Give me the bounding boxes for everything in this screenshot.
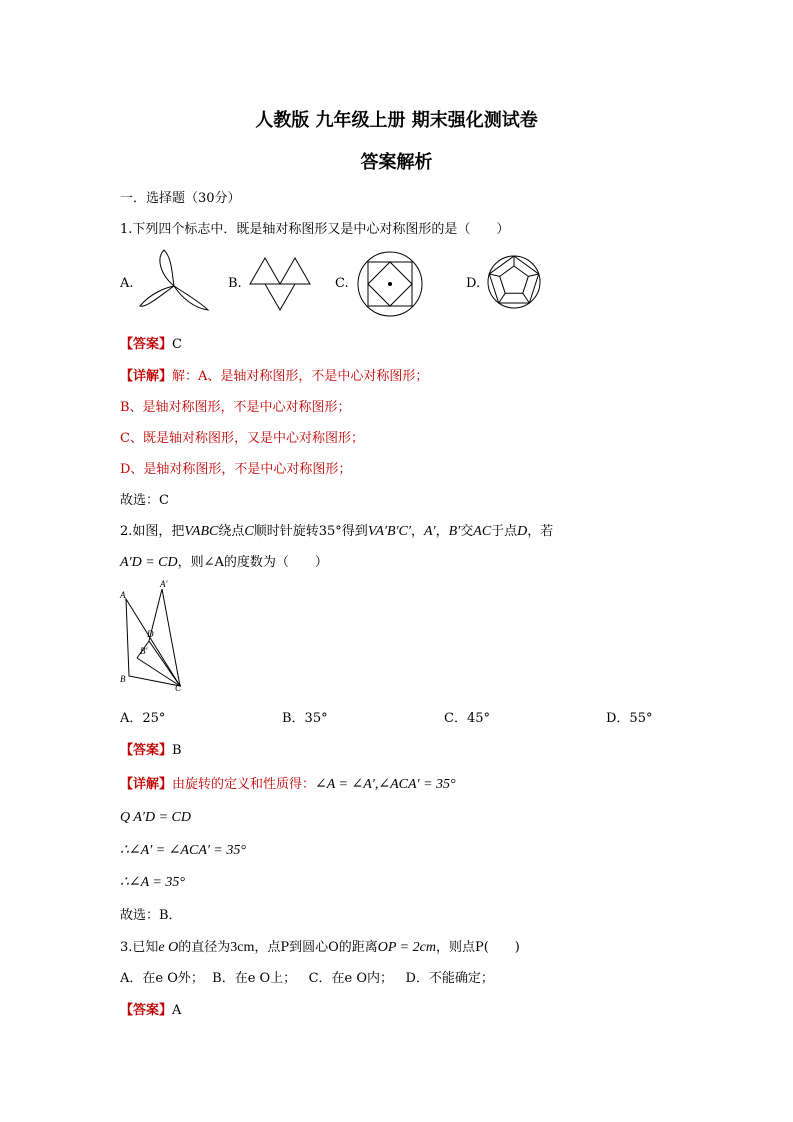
q3-stem-d: ，则点P( ) bbox=[435, 940, 520, 955]
q3-stem-b: 的直径为 bbox=[178, 940, 231, 955]
q2-answer bbox=[120, 739, 182, 758]
q1-option-a-label: A. bbox=[120, 276, 134, 291]
q2-stem-prefix: 2.如图，把 bbox=[120, 524, 185, 539]
q1-option-c-figure bbox=[356, 250, 424, 318]
q1-stem: 1.下列四个标志中．既是轴对称图形又是中心对称图形的是（ ） bbox=[120, 222, 510, 237]
q2-stem-d: D bbox=[517, 524, 528, 539]
q3-circle-o: e O bbox=[158, 940, 179, 955]
q3-option-d: D．不能确定； bbox=[405, 971, 494, 986]
q2-stem-mid1: 绕点 bbox=[218, 524, 245, 539]
section-heading: 一．选择题（30分） bbox=[120, 191, 241, 206]
q1-detail-line-1 bbox=[120, 365, 428, 384]
q2-conclusion: 故选：B． bbox=[120, 908, 182, 923]
q2-stem-a1: A′ bbox=[423, 524, 436, 539]
q2-option-b: B．35° bbox=[282, 711, 328, 726]
q2-detail-math: ∠A = ∠A′,∠ACA′ = 35° bbox=[315, 777, 456, 792]
q1-option-b-label: B. bbox=[228, 276, 242, 291]
q2-label-a-prime: A′ bbox=[160, 579, 168, 589]
q2-label-a: A bbox=[120, 590, 126, 600]
q1-option-b-figure bbox=[248, 256, 314, 312]
q1-answer bbox=[120, 333, 182, 352]
q1-option-d-figure bbox=[486, 254, 542, 310]
q2-stem-mid5: 交 bbox=[460, 524, 474, 539]
q3-option-b: B．在e O上； bbox=[212, 971, 297, 986]
q2-stem-b1: B′ bbox=[448, 524, 461, 539]
q2-stem-mid3: 得到 bbox=[341, 524, 368, 539]
q2-label-c: C bbox=[175, 683, 182, 693]
q3-option-c: C．在e O内； bbox=[308, 971, 394, 986]
q3-stem-c: ，点P到圆心O的距离 bbox=[254, 940, 378, 955]
q1-detail-line-3: C、既是轴对称图形，又是中心对称图形； bbox=[120, 431, 364, 446]
q2-figure bbox=[116, 578, 196, 694]
q3-answer-value: A bbox=[172, 1003, 182, 1018]
q2-option-c: C．45° bbox=[444, 711, 490, 726]
q2-triangle-a1b1c1: VA′B′C′ bbox=[367, 524, 411, 539]
q2-condition: A′D = CD bbox=[120, 555, 178, 570]
q3-stem-a: 3.已知 bbox=[120, 940, 159, 955]
q2-step-3: ∴∠A = 35° bbox=[120, 875, 185, 890]
q2-label-b: B bbox=[120, 674, 126, 684]
q3-op: OP = 2cm bbox=[377, 940, 436, 955]
q1-option-c-label: C. bbox=[335, 276, 349, 291]
q2-stem-mid6: 于点 bbox=[491, 524, 518, 539]
q3-stem bbox=[120, 936, 520, 956]
q3-answer-tag: 【答案】 bbox=[120, 1003, 173, 1018]
q1-answer-tag: 【答案】 bbox=[120, 337, 173, 352]
q1-answer-value: C bbox=[172, 337, 182, 352]
q3-diameter: 3cm bbox=[230, 940, 255, 955]
q1-detail-tag: 【详解】 bbox=[120, 369, 173, 384]
document-title: 人教版 九年级上册 期末强化测试卷 bbox=[255, 110, 538, 131]
q3-options bbox=[120, 967, 494, 986]
q1-detail-text-1: 解：A、是轴对称图形，不是中心对称图形； bbox=[172, 369, 429, 384]
q2-answer-value: B bbox=[172, 743, 182, 758]
q2-stem-mid4: ， bbox=[410, 524, 424, 539]
q1-option-d-label: D. bbox=[466, 276, 481, 291]
q3-option-a: A．在e O外； bbox=[120, 971, 204, 986]
q2-stem-comma: ， bbox=[435, 524, 449, 539]
q2-option-d: D．55° bbox=[606, 711, 653, 726]
q2-answer-tag: 【答案】 bbox=[120, 743, 173, 758]
q2-detail-tag: 【详解】 bbox=[120, 777, 173, 792]
q1-detail-line-4: D、是轴对称图形，不是中心对称图形； bbox=[120, 462, 352, 477]
q1-detail-line-2: B、是轴对称图形，不是中心对称图形； bbox=[120, 400, 351, 415]
q2-stem-end: ，则∠A的度数为（ ） bbox=[177, 555, 328, 570]
q2-stem-line-2 bbox=[120, 551, 328, 571]
q2-step-1: Q A′D = CD bbox=[120, 810, 191, 825]
q2-angle: 35° bbox=[318, 524, 342, 539]
q2-step-2: ∴∠A′ = ∠ACA′ = 35° bbox=[120, 843, 246, 858]
q2-label-d: D bbox=[147, 629, 154, 639]
q2-stem-line-1 bbox=[120, 520, 553, 540]
q2-option-a: A．25° bbox=[120, 711, 166, 726]
q1-option-a-figure bbox=[138, 248, 210, 314]
q2-detail bbox=[120, 773, 456, 793]
q2-detail-text: 由旋转的定义和性质得： bbox=[172, 777, 316, 792]
q2-stem-mid7: ，若 bbox=[527, 524, 554, 539]
document-subtitle: 答案解析 bbox=[360, 152, 433, 173]
q2-triangle-abc: VABC bbox=[184, 524, 219, 539]
q2-stem-ac: AC bbox=[473, 524, 492, 539]
q2-stem-mid2: 顺时针旋转 bbox=[253, 524, 319, 539]
q3-answer bbox=[120, 999, 181, 1018]
q2-point-c: C bbox=[244, 524, 254, 539]
q1-conclusion: 故选：C bbox=[120, 493, 169, 508]
q2-label-b-prime: B′ bbox=[140, 646, 148, 656]
